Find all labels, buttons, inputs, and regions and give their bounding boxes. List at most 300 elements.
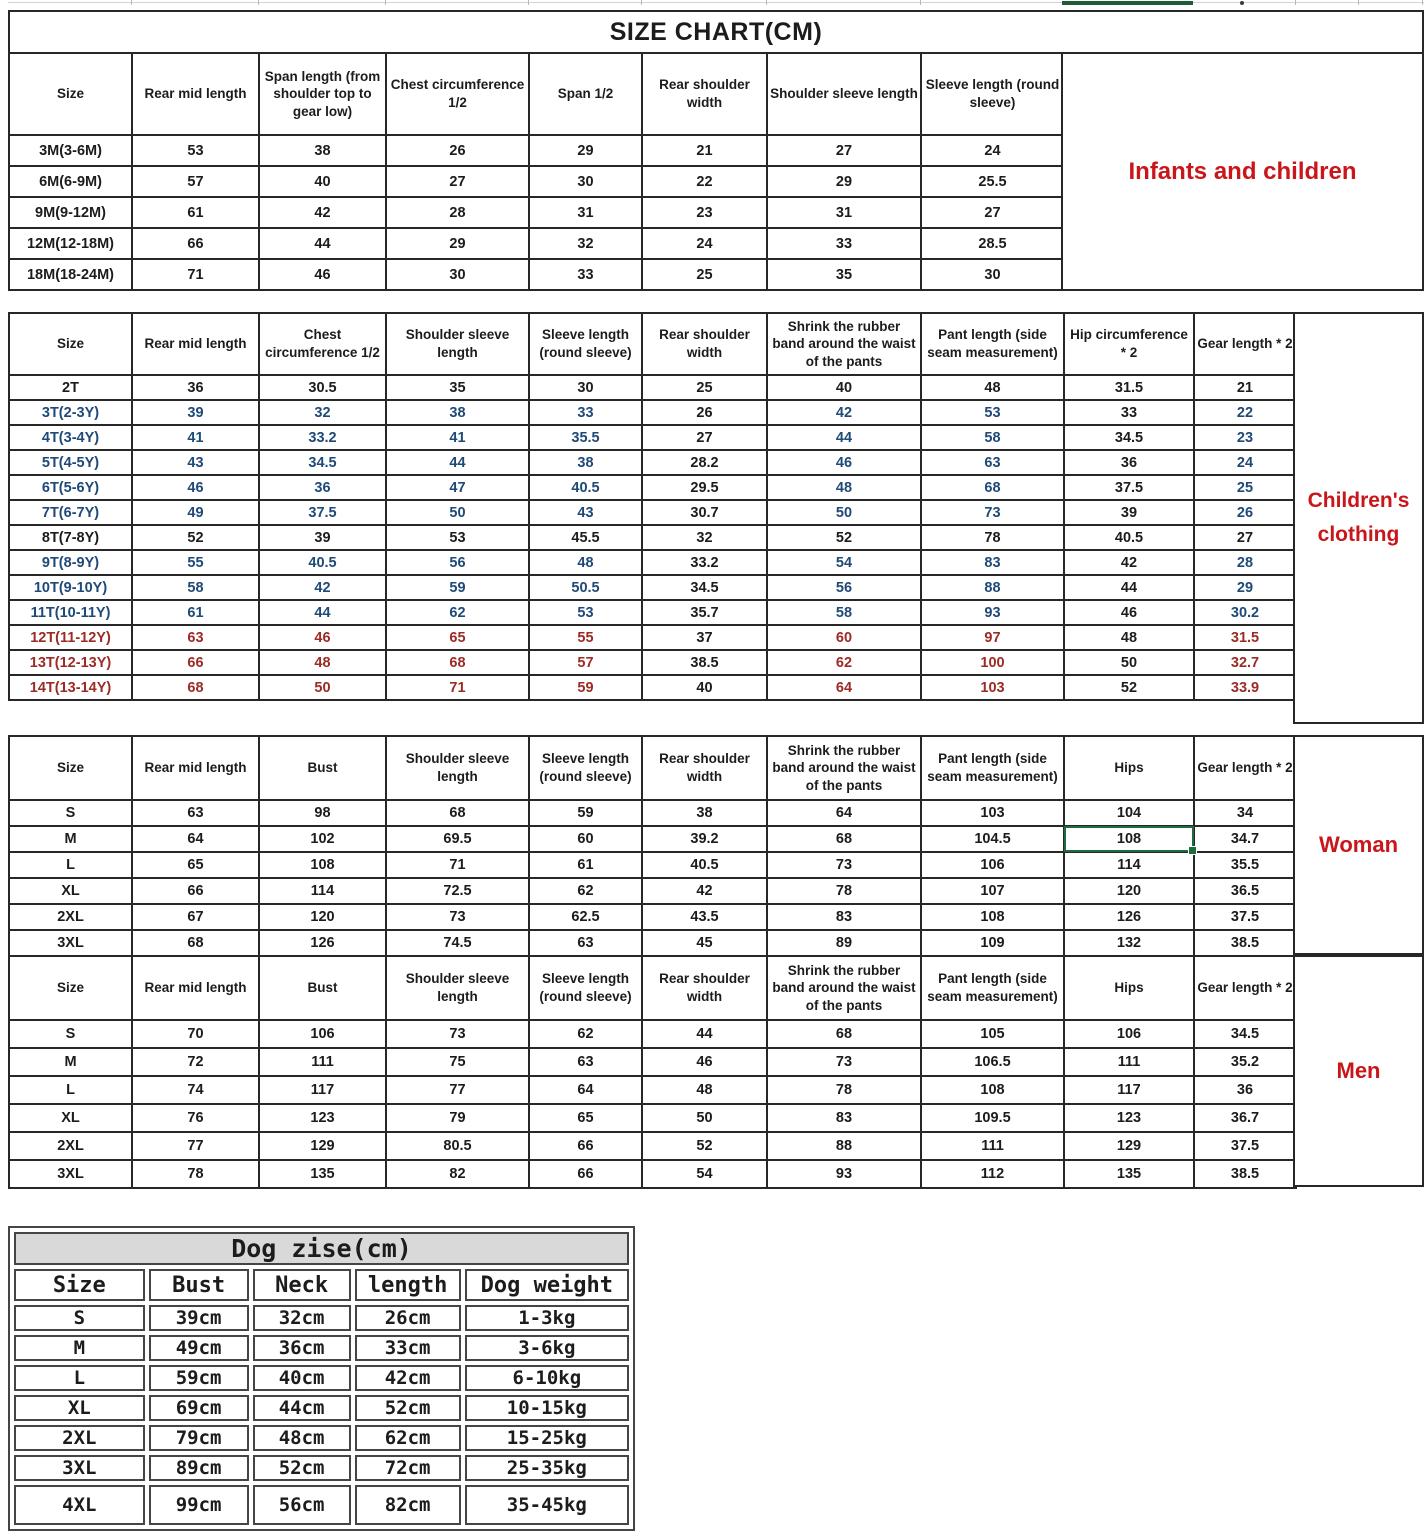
value-cell: 42 bbox=[1064, 550, 1194, 575]
value-cell: 58 bbox=[921, 425, 1064, 450]
value-cell: 42cm bbox=[355, 1365, 461, 1391]
value-cell: 69.5 bbox=[386, 826, 529, 852]
table-row bbox=[9, 500, 1296, 525]
value-cell: 66 bbox=[132, 878, 259, 904]
value-cell: 35.7 bbox=[642, 600, 767, 625]
column-header: Pant length (side seam measurement) bbox=[921, 736, 1064, 800]
value-cell: 44 bbox=[767, 425, 921, 450]
value-cell: 71 bbox=[132, 259, 259, 290]
column-header: Neck bbox=[253, 1269, 351, 1301]
value-cell: 53 bbox=[132, 135, 259, 166]
column-header: Size bbox=[9, 313, 132, 375]
value-cell: 72.5 bbox=[386, 878, 529, 904]
value-cell: 28.2 bbox=[642, 450, 767, 475]
value-cell: 106 bbox=[921, 852, 1064, 878]
row-size-label: 5T(4-5Y) bbox=[9, 450, 132, 475]
value-cell: 50 bbox=[386, 500, 529, 525]
row-size-label: 12M(12-18M) bbox=[9, 228, 132, 259]
row-size-label: S bbox=[9, 800, 132, 826]
value-cell: 34 bbox=[1194, 800, 1296, 826]
value-cell: 33 bbox=[767, 228, 921, 259]
value-cell: 135 bbox=[259, 1160, 386, 1188]
value-cell: 108 bbox=[921, 904, 1064, 930]
value-cell: 22 bbox=[642, 166, 767, 197]
value-cell: 25 bbox=[1194, 475, 1296, 500]
table-row bbox=[9, 197, 1064, 228]
value-cell: 43.5 bbox=[642, 904, 767, 930]
value-cell: 39 bbox=[259, 525, 386, 550]
value-cell: 48 bbox=[529, 550, 642, 575]
value-cell: 58 bbox=[132, 575, 259, 600]
value-cell: 83 bbox=[921, 550, 1064, 575]
row-size-label: 11T(10-11Y) bbox=[9, 600, 132, 625]
value-cell: 77 bbox=[132, 1132, 259, 1160]
value-cell: 103 bbox=[921, 675, 1064, 700]
value-cell: 63 bbox=[529, 930, 642, 956]
value-cell: 38 bbox=[259, 135, 386, 166]
value-cell: 80.5 bbox=[386, 1132, 529, 1160]
section-label-children: Children's clothing bbox=[1293, 312, 1424, 724]
value-cell: 52 bbox=[1064, 675, 1194, 700]
table-row bbox=[14, 1395, 629, 1421]
value-cell: 97 bbox=[921, 625, 1064, 650]
row-size-label: 3XL bbox=[14, 1455, 145, 1481]
value-cell: 48 bbox=[921, 375, 1064, 400]
gridline-tick bbox=[385, 0, 386, 5]
column-header: Rear shoulder width bbox=[642, 736, 767, 800]
value-cell: 126 bbox=[259, 930, 386, 956]
column-header: Chest circumference 1/2 bbox=[386, 53, 529, 135]
header-row bbox=[9, 736, 1296, 800]
value-cell: 31 bbox=[767, 197, 921, 228]
value-cell: 63 bbox=[529, 1048, 642, 1076]
value-cell: 61 bbox=[132, 600, 259, 625]
value-cell: 30 bbox=[921, 259, 1064, 290]
value-cell: 64 bbox=[529, 1076, 642, 1104]
table-row bbox=[9, 1104, 1296, 1132]
value-cell: 35.2 bbox=[1194, 1048, 1296, 1076]
table-row bbox=[9, 625, 1296, 650]
column-header: Size bbox=[14, 1269, 145, 1301]
gridline-tick bbox=[1358, 0, 1359, 5]
header-row bbox=[9, 313, 1296, 375]
column-header: Rear mid length bbox=[132, 313, 259, 375]
column-header: Sleeve length (round sleeve) bbox=[921, 53, 1064, 135]
table-row bbox=[9, 1132, 1296, 1160]
column-header: Shoulder sleeve length bbox=[767, 53, 921, 135]
value-cell: 42 bbox=[767, 400, 921, 425]
column-header: Rear mid length bbox=[132, 956, 259, 1020]
value-cell: 40 bbox=[259, 166, 386, 197]
value-cell: 27 bbox=[1194, 525, 1296, 550]
value-cell: 82cm bbox=[355, 1485, 461, 1525]
dog-size-table bbox=[8, 1226, 635, 1531]
row-size-label: XL bbox=[9, 1104, 132, 1132]
value-cell: 25.5 bbox=[921, 166, 1064, 197]
value-cell: 35 bbox=[767, 259, 921, 290]
value-cell: 43 bbox=[132, 450, 259, 475]
value-cell: 62 bbox=[529, 1020, 642, 1048]
value-cell: 33 bbox=[529, 259, 642, 290]
value-cell: 34.5 bbox=[1194, 1020, 1296, 1048]
column-header: Gear length * 2 bbox=[1194, 736, 1296, 800]
column-header: length bbox=[355, 1269, 461, 1301]
row-size-label: S bbox=[14, 1305, 145, 1331]
value-cell: 106 bbox=[1064, 1020, 1194, 1048]
row-size-label: M bbox=[9, 826, 132, 852]
table-row bbox=[9, 800, 1296, 826]
value-cell: 62 bbox=[386, 600, 529, 625]
column-header: Shoulder sleeve length bbox=[386, 313, 529, 375]
gridline-tick bbox=[131, 0, 132, 5]
value-cell: 34.5 bbox=[642, 575, 767, 600]
value-cell: 1-3kg bbox=[465, 1305, 629, 1331]
gridline-tick bbox=[528, 0, 529, 5]
row-size-label: 8T(7-8Y) bbox=[9, 525, 132, 550]
value-cell: 30 bbox=[386, 259, 529, 290]
value-cell: 108 bbox=[259, 852, 386, 878]
value-cell: 50 bbox=[767, 500, 921, 525]
table-row bbox=[9, 852, 1296, 878]
value-cell: 31.5 bbox=[1194, 625, 1296, 650]
row-size-label: 14T(13-14Y) bbox=[9, 675, 132, 700]
value-cell: 68 bbox=[921, 475, 1064, 500]
table-row bbox=[9, 259, 1064, 290]
row-size-label: L bbox=[9, 1076, 132, 1104]
table-row bbox=[9, 400, 1296, 425]
value-cell: 40 bbox=[767, 375, 921, 400]
value-cell: 72 bbox=[132, 1048, 259, 1076]
value-cell: 65 bbox=[529, 1104, 642, 1132]
value-cell: 45 bbox=[642, 930, 767, 956]
header-row bbox=[9, 53, 1064, 135]
value-cell: 89cm bbox=[149, 1455, 249, 1481]
value-cell: 129 bbox=[259, 1132, 386, 1160]
row-size-label: 7T(6-7Y) bbox=[9, 500, 132, 525]
row-size-label: M bbox=[14, 1335, 145, 1361]
value-cell: 34.5 bbox=[259, 450, 386, 475]
children-size-table bbox=[8, 312, 1297, 701]
table-row bbox=[14, 1425, 629, 1451]
gridline-tick bbox=[1422, 0, 1423, 5]
value-cell: 22 bbox=[1194, 400, 1296, 425]
column-header: Span 1/2 bbox=[529, 53, 642, 135]
value-cell: 40.5 bbox=[1064, 525, 1194, 550]
value-cell: 88 bbox=[921, 575, 1064, 600]
value-cell: 56cm bbox=[253, 1485, 351, 1525]
infants-size-table bbox=[8, 52, 1065, 291]
value-cell: 29 bbox=[767, 166, 921, 197]
value-cell: 50.5 bbox=[529, 575, 642, 600]
value-cell: 111 bbox=[921, 1132, 1064, 1160]
value-cell: 27 bbox=[642, 425, 767, 450]
value-cell: 33.2 bbox=[642, 550, 767, 575]
column-header: Shrink the rubber band around the waist of the pants bbox=[767, 313, 921, 375]
row-size-label: 9T(8-9Y) bbox=[9, 550, 132, 575]
value-cell: 40.5 bbox=[642, 852, 767, 878]
value-cell: 56 bbox=[767, 575, 921, 600]
value-cell: 36.5 bbox=[1194, 878, 1296, 904]
value-cell: 30 bbox=[529, 166, 642, 197]
value-cell: 48 bbox=[259, 650, 386, 675]
row-size-label: 2XL bbox=[9, 904, 132, 930]
value-cell: 72cm bbox=[355, 1455, 461, 1481]
value-cell: 30.5 bbox=[259, 375, 386, 400]
value-cell: 93 bbox=[767, 1160, 921, 1188]
value-cell: 39 bbox=[1064, 500, 1194, 525]
value-cell: 44 bbox=[386, 450, 529, 475]
value-cell: 34.7 bbox=[1194, 826, 1296, 852]
value-cell: 79 bbox=[386, 1104, 529, 1132]
section-label-men: Men bbox=[1293, 955, 1424, 1187]
column-header: Hips bbox=[1064, 956, 1194, 1020]
column-header: Sleeve length (round sleeve) bbox=[529, 956, 642, 1020]
table-row bbox=[14, 1305, 629, 1331]
value-cell: 33 bbox=[529, 400, 642, 425]
value-cell: 68 bbox=[767, 1020, 921, 1048]
value-cell: 59 bbox=[529, 675, 642, 700]
value-cell: 45.5 bbox=[529, 525, 642, 550]
table-row bbox=[9, 904, 1296, 930]
value-cell: 55 bbox=[529, 625, 642, 650]
value-cell: 42 bbox=[259, 197, 386, 228]
column-header: Gear length * 2 bbox=[1194, 956, 1296, 1020]
value-cell: 44 bbox=[259, 600, 386, 625]
value-cell: 40.5 bbox=[259, 550, 386, 575]
column-header: Gear length * 2 bbox=[1194, 313, 1296, 375]
value-cell: 38 bbox=[642, 800, 767, 826]
value-cell: 52 bbox=[132, 525, 259, 550]
table-row bbox=[9, 1048, 1296, 1076]
value-cell: 25 bbox=[642, 259, 767, 290]
value-cell: 48cm bbox=[253, 1425, 351, 1451]
value-cell: 99cm bbox=[149, 1485, 249, 1525]
value-cell: 68 bbox=[132, 675, 259, 700]
value-cell: 83 bbox=[767, 1104, 921, 1132]
row-size-label: 3M(3-6M) bbox=[9, 135, 132, 166]
value-cell: 98 bbox=[259, 800, 386, 826]
value-cell: 47 bbox=[386, 475, 529, 500]
value-cell: 31 bbox=[529, 197, 642, 228]
value-cell: 38.5 bbox=[642, 650, 767, 675]
value-cell: 111 bbox=[259, 1048, 386, 1076]
row-size-label: S bbox=[9, 1020, 132, 1048]
value-cell: 25-35kg bbox=[465, 1455, 629, 1481]
value-cell: 27 bbox=[767, 135, 921, 166]
value-cell: 64 bbox=[767, 675, 921, 700]
value-cell: 35 bbox=[386, 375, 529, 400]
value-cell: 36 bbox=[132, 375, 259, 400]
row-size-label: L bbox=[9, 852, 132, 878]
value-cell: 65 bbox=[386, 625, 529, 650]
value-cell: 37 bbox=[642, 625, 767, 650]
value-cell: 52 bbox=[642, 1132, 767, 1160]
value-cell: 70 bbox=[132, 1020, 259, 1048]
column-header: Hips bbox=[1064, 736, 1194, 800]
value-cell: 111 bbox=[1064, 1048, 1194, 1076]
value-cell: 36cm bbox=[253, 1335, 351, 1361]
value-cell: 30.7 bbox=[642, 500, 767, 525]
value-cell: 83 bbox=[767, 904, 921, 930]
value-cell: 53 bbox=[529, 600, 642, 625]
value-cell: 56 bbox=[386, 550, 529, 575]
value-cell: 23 bbox=[1194, 425, 1296, 450]
gridline-tick bbox=[920, 0, 921, 5]
value-cell: 38.5 bbox=[1194, 930, 1296, 956]
value-cell: 102 bbox=[259, 826, 386, 852]
table-row bbox=[9, 1076, 1296, 1104]
value-cell: 103 bbox=[921, 800, 1064, 826]
value-cell: 71 bbox=[386, 675, 529, 700]
value-cell: 48 bbox=[767, 475, 921, 500]
table-row bbox=[9, 1020, 1296, 1048]
column-header: Dog weight bbox=[465, 1269, 629, 1301]
value-cell: 109.5 bbox=[921, 1104, 1064, 1132]
table-row bbox=[9, 425, 1296, 450]
value-cell: 67 bbox=[132, 904, 259, 930]
column-header: Size bbox=[9, 956, 132, 1020]
table-row bbox=[14, 1485, 629, 1525]
value-cell: 33cm bbox=[355, 1335, 461, 1361]
value-cell: 35.5 bbox=[529, 425, 642, 450]
value-cell: 32 bbox=[259, 400, 386, 425]
table-row bbox=[9, 375, 1296, 400]
value-cell: 62 bbox=[767, 650, 921, 675]
value-cell: 46 bbox=[259, 259, 386, 290]
value-cell: 62 bbox=[529, 878, 642, 904]
row-size-label: 12T(11-12Y) bbox=[9, 625, 132, 650]
value-cell: 78 bbox=[767, 878, 921, 904]
column-header: Bust bbox=[259, 736, 386, 800]
value-cell: 49 bbox=[132, 500, 259, 525]
column-header: Rear mid length bbox=[132, 53, 259, 135]
column-header: Shrink the rubber band around the waist of the pants bbox=[767, 956, 921, 1020]
value-cell: 38.5 bbox=[1194, 1160, 1296, 1188]
column-header: Rear shoulder width bbox=[642, 956, 767, 1020]
row-size-label: 3XL bbox=[9, 930, 132, 956]
column-header: Hip circumference * 2 bbox=[1064, 313, 1194, 375]
value-cell: 93 bbox=[921, 600, 1064, 625]
value-cell: 77 bbox=[386, 1076, 529, 1104]
value-cell: 27 bbox=[921, 197, 1064, 228]
row-size-label: 2XL bbox=[9, 1132, 132, 1160]
value-cell: 34.5 bbox=[1064, 425, 1194, 450]
dog-table-title: Dog zise(cm) bbox=[14, 1232, 629, 1265]
value-cell: 76 bbox=[132, 1104, 259, 1132]
gridline-dot bbox=[1240, 1, 1244, 5]
column-header: Shrink the rubber band around the waist of the pants bbox=[767, 736, 921, 800]
value-cell: 64 bbox=[132, 826, 259, 852]
value-cell: 39.2 bbox=[642, 826, 767, 852]
value-cell: 42 bbox=[642, 878, 767, 904]
row-size-label: 2T bbox=[9, 375, 132, 400]
row-size-label: 9M(9-12M) bbox=[9, 197, 132, 228]
value-cell: 37.5 bbox=[259, 500, 386, 525]
value-cell: 61 bbox=[529, 852, 642, 878]
value-cell: 42 bbox=[259, 575, 386, 600]
value-cell: 29 bbox=[386, 228, 529, 259]
value-cell: 44 bbox=[1064, 575, 1194, 600]
table-row bbox=[9, 878, 1296, 904]
value-cell: 100 bbox=[921, 650, 1064, 675]
column-header: Rear shoulder width bbox=[642, 53, 767, 135]
value-cell: 63 bbox=[132, 625, 259, 650]
value-cell: 23 bbox=[642, 197, 767, 228]
value-cell: 78 bbox=[767, 1076, 921, 1104]
row-size-label: 2XL bbox=[14, 1425, 145, 1451]
value-cell: 61 bbox=[132, 197, 259, 228]
row-size-label: 18M(18-24M) bbox=[9, 259, 132, 290]
value-cell: 35-45kg bbox=[465, 1485, 629, 1525]
table-row bbox=[9, 228, 1064, 259]
value-cell: 46 bbox=[642, 1048, 767, 1076]
value-cell: 40.5 bbox=[529, 475, 642, 500]
value-cell: 52cm bbox=[253, 1455, 351, 1481]
column-header: Shoulder sleeve length bbox=[386, 956, 529, 1020]
value-cell: 62.5 bbox=[529, 904, 642, 930]
value-cell: 106 bbox=[259, 1020, 386, 1048]
column-header: Bust bbox=[259, 956, 386, 1020]
row-size-label: 3T(2-3Y) bbox=[9, 400, 132, 425]
value-cell: 24 bbox=[1194, 450, 1296, 475]
column-header: Pant length (side seam measurement) bbox=[921, 313, 1064, 375]
table-row bbox=[9, 450, 1296, 475]
value-cell: 24 bbox=[921, 135, 1064, 166]
value-cell: 46 bbox=[767, 450, 921, 475]
value-cell: 30 bbox=[529, 375, 642, 400]
value-cell: 50 bbox=[642, 1104, 767, 1132]
value-cell: 68 bbox=[132, 930, 259, 956]
table-row bbox=[9, 930, 1296, 956]
value-cell: 109 bbox=[921, 930, 1064, 956]
column-header: Pant length (side seam measurement) bbox=[921, 956, 1064, 1020]
value-cell: 54 bbox=[767, 550, 921, 575]
value-cell: 3-6kg bbox=[465, 1335, 629, 1361]
value-cell: 68 bbox=[767, 826, 921, 852]
value-cell: 66 bbox=[132, 650, 259, 675]
table-row bbox=[9, 575, 1296, 600]
row-size-label: 4XL bbox=[14, 1485, 145, 1525]
value-cell: 27 bbox=[386, 166, 529, 197]
value-cell: 41 bbox=[386, 425, 529, 450]
table-row bbox=[9, 600, 1296, 625]
value-cell: 107 bbox=[921, 878, 1064, 904]
value-cell: 48 bbox=[1064, 625, 1194, 650]
table-row bbox=[9, 475, 1296, 500]
value-cell: 37.5 bbox=[1194, 1132, 1296, 1160]
value-cell: 38 bbox=[386, 400, 529, 425]
value-cell: 74.5 bbox=[386, 930, 529, 956]
value-cell: 120 bbox=[1064, 878, 1194, 904]
value-cell: 53 bbox=[386, 525, 529, 550]
row-size-label: XL bbox=[14, 1395, 145, 1421]
row-size-label: L bbox=[14, 1365, 145, 1391]
value-cell: 75 bbox=[386, 1048, 529, 1076]
value-cell: 24 bbox=[642, 228, 767, 259]
value-cell: 117 bbox=[1064, 1076, 1194, 1104]
value-cell: 32 bbox=[529, 228, 642, 259]
value-cell: 73 bbox=[767, 852, 921, 878]
value-cell: 26 bbox=[642, 400, 767, 425]
value-cell: 33.2 bbox=[259, 425, 386, 450]
value-cell: 43 bbox=[529, 500, 642, 525]
value-cell: 44 bbox=[259, 228, 386, 259]
dog-table-title-row bbox=[14, 1232, 629, 1265]
value-cell: 26 bbox=[1194, 500, 1296, 525]
column-header: Rear mid length bbox=[132, 736, 259, 800]
value-cell: 46 bbox=[259, 625, 386, 650]
table-row bbox=[9, 550, 1296, 575]
